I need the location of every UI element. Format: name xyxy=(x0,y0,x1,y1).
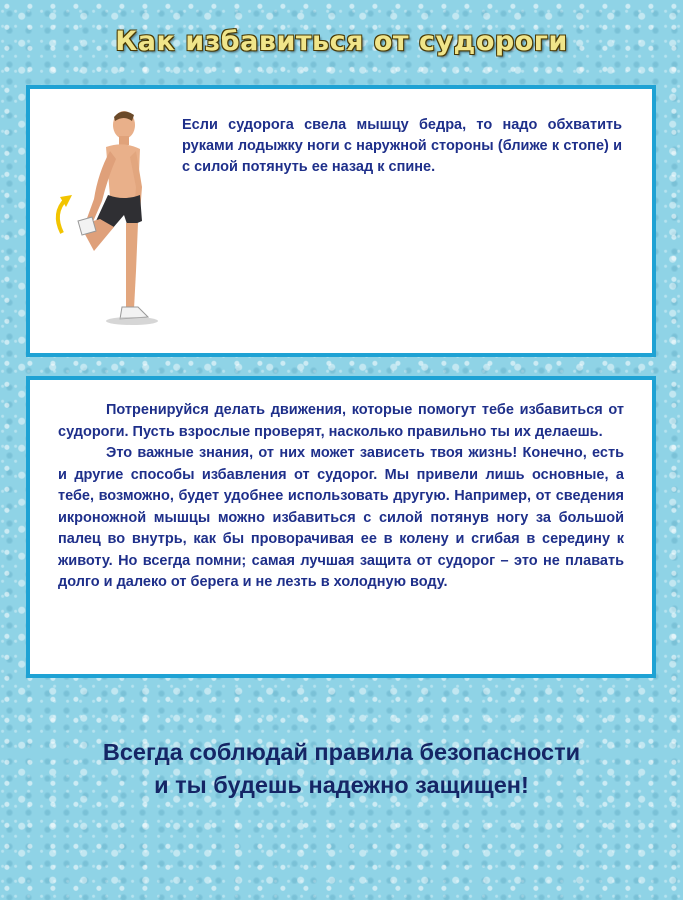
advice-text xyxy=(58,400,624,594)
advice-paragraph-1: Потренируйся делать движения, которые помогут тебе избавиться от судороги. Пусть взрослые проверят, насколько правильно ты их делаешь. xyxy=(58,402,624,440)
instruction-panel-thigh xyxy=(26,85,656,357)
safety-slogan xyxy=(0,736,683,802)
advice-panel xyxy=(26,376,656,678)
page-title: Как избавиться от судороги xyxy=(115,26,568,57)
safety-slogan-line-1: Всегда соблюдай правила безопасности xyxy=(102,739,581,765)
advice-paragraph-2: Это важные знания, от них может зависеть твоя жизнь! Конечно, есть и другие способы избавления от судорог. Мы привели лишь основные, а тебе, возможно, будет удобнее использовать другую. Например, от сведения икроножной мышцы можно избавиться с силой потянув ногу за большой палец во внутрь, как бы проворачивая ее в колену и сгибая в середину к животу. Но всегда помни; самая лучшая защита от судорог – это не плавать долго и далеко от берега и не лезть в холодную воду. xyxy=(58,445,624,590)
thigh-cramp-instruction: Если судорога свела мышцу бедра, то надо обхватить руками лодыжку ноги с наружной стороны (ближе к стопе) и с силой потянуть ее назад к спине. xyxy=(182,117,622,175)
safety-slogan-line-2: и ты будешь надежно защищен! xyxy=(154,772,529,798)
stretching-man-illustration xyxy=(42,103,172,335)
